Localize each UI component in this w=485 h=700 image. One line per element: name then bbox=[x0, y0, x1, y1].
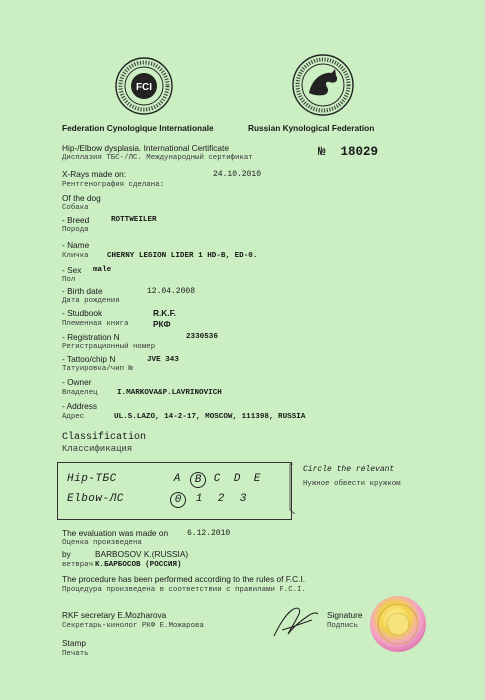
circle-note-en: Circle the relevant bbox=[303, 465, 395, 474]
sex-value: male bbox=[93, 266, 112, 274]
breed-value: ROTTWEILER bbox=[111, 216, 157, 224]
fci-org-name: Federation Cynologique Internationale bbox=[62, 123, 214, 133]
elbow-grade-0: 0 bbox=[170, 492, 186, 508]
certificate-title-en: Hip-/Elbow dysplasia. International Certificate bbox=[62, 143, 229, 153]
secretary-ru: Секретарь-кинолог РКФ Е.Можарова bbox=[62, 622, 204, 630]
hip-label: Hip-ТБС bbox=[67, 473, 117, 485]
tattoo-label-ru: Татуировка/чип № bbox=[62, 365, 133, 373]
registration-label-en: - Registration N bbox=[62, 332, 120, 342]
sex-label-ru: Пол bbox=[62, 276, 76, 284]
studbook-label-en: - Studbook bbox=[62, 308, 103, 318]
elbow-grade-2: 2 bbox=[217, 493, 225, 505]
sex-label-en: - Sex bbox=[62, 265, 82, 275]
studbook-value-en: R.K.F. bbox=[153, 308, 177, 318]
name-label-ru: Кличка bbox=[62, 252, 89, 260]
hip-grade-D: D bbox=[233, 473, 241, 485]
stamp-label-ru: Печать bbox=[62, 650, 89, 658]
by-label-en: by bbox=[62, 549, 71, 559]
name-value: CHERNY LEGION LIDER 1 HD-B, ED-0. bbox=[107, 252, 258, 260]
handwritten-signature-icon bbox=[268, 600, 324, 642]
birth-value: 12.04.2008 bbox=[147, 287, 196, 296]
owner-label-en: - Owner bbox=[62, 377, 92, 387]
fci-seal-icon bbox=[114, 56, 174, 116]
tattoo-label-en: - Tattoo/chip N bbox=[62, 354, 116, 364]
certificate-number bbox=[318, 145, 378, 159]
elbow-grade-3: 3 bbox=[239, 493, 247, 505]
registration-label-ru: Регистрационный номер bbox=[62, 343, 156, 351]
dog-label-en: Of the dog bbox=[62, 193, 101, 203]
breed-label-ru: Порода bbox=[62, 226, 89, 234]
procedure-en: The procedure has been performed according to the rules of F.C.I. bbox=[62, 574, 306, 584]
registration-value: 2330536 bbox=[186, 333, 218, 341]
name-label-en: - Name bbox=[62, 240, 90, 250]
number-sign: № bbox=[318, 145, 326, 159]
procedure-ru: Процедура произведена в соответствии с правилами F.C.I. bbox=[62, 586, 306, 594]
elbow-grade-1: 1 bbox=[195, 493, 203, 505]
circle-note-ru: Нужное обвести кружком bbox=[303, 480, 401, 488]
classification-title-ru: Классификация bbox=[62, 444, 133, 454]
classification-box bbox=[57, 462, 292, 520]
birth-label-en: - Birth date bbox=[62, 286, 103, 296]
xray-label-en: X-Rays made on: bbox=[62, 169, 127, 179]
classification-title-en: Classification bbox=[62, 432, 147, 443]
vet-name-en: BARBOSOV K.(RUSSIA) bbox=[95, 549, 189, 559]
dog-label-ru: Собака bbox=[62, 204, 89, 212]
evaluation-label-en: The evaluation was made on bbox=[62, 528, 169, 538]
breed-label-en: - Breed bbox=[62, 215, 90, 225]
address-value: UL.S.LAZO, 14-2-17, MOSCOW, 111398, RUSSIA bbox=[114, 413, 306, 421]
address-label-en: - Address bbox=[62, 401, 98, 411]
number-value: 18029 bbox=[340, 145, 379, 159]
note-bracket-icon bbox=[289, 460, 439, 520]
studbook-value-ru: РКФ bbox=[153, 319, 171, 329]
rkf-seal-icon bbox=[291, 53, 355, 117]
secretary-en: RKF secretary E.Mozharova bbox=[62, 610, 167, 620]
tattoo-value: JVE 343 bbox=[147, 356, 179, 364]
certificate-title-ru: Дисплазия ТБС-/ЛС. Международный сертификат bbox=[62, 154, 253, 162]
hip-grade-E: E bbox=[253, 473, 261, 485]
evaluation-label-ru: Оценка произведена bbox=[62, 539, 142, 547]
evaluation-date: 6.12.2010 bbox=[187, 529, 231, 538]
hologram-sticker-icon bbox=[368, 594, 428, 654]
signature-label-en: Signature bbox=[327, 610, 363, 620]
studbook-label-ru: Племенная книга bbox=[62, 320, 129, 328]
hip-grade-C: C bbox=[213, 473, 221, 485]
stamp-label-en: Stamp bbox=[62, 638, 86, 648]
hip-grade-A: A bbox=[173, 473, 181, 485]
rkf-org-name: Russian Kynological Federation bbox=[248, 123, 375, 133]
vet-name-ru: К.БАРБОСОВ (РОССИЯ) bbox=[95, 561, 182, 569]
owner-label-ru: Владелец bbox=[62, 389, 98, 397]
birth-label-ru: Дата рождения bbox=[62, 297, 120, 305]
hip-grade-B: B bbox=[190, 472, 206, 488]
xray-date: 24.10.2010 bbox=[213, 170, 262, 179]
xray-label-ru: Рентгенография сделана: bbox=[62, 181, 165, 189]
address-label-ru: Адрес bbox=[62, 413, 85, 421]
owner-value: I.MARKOVA&P.LAVRINOVICH bbox=[117, 389, 222, 397]
by-label-ru: ветврач bbox=[62, 561, 94, 569]
elbow-label: Elbow-ЛС bbox=[67, 493, 124, 505]
fci-seal-text: FCI bbox=[135, 82, 153, 93]
signature-label-ru: Подпись bbox=[327, 622, 359, 630]
